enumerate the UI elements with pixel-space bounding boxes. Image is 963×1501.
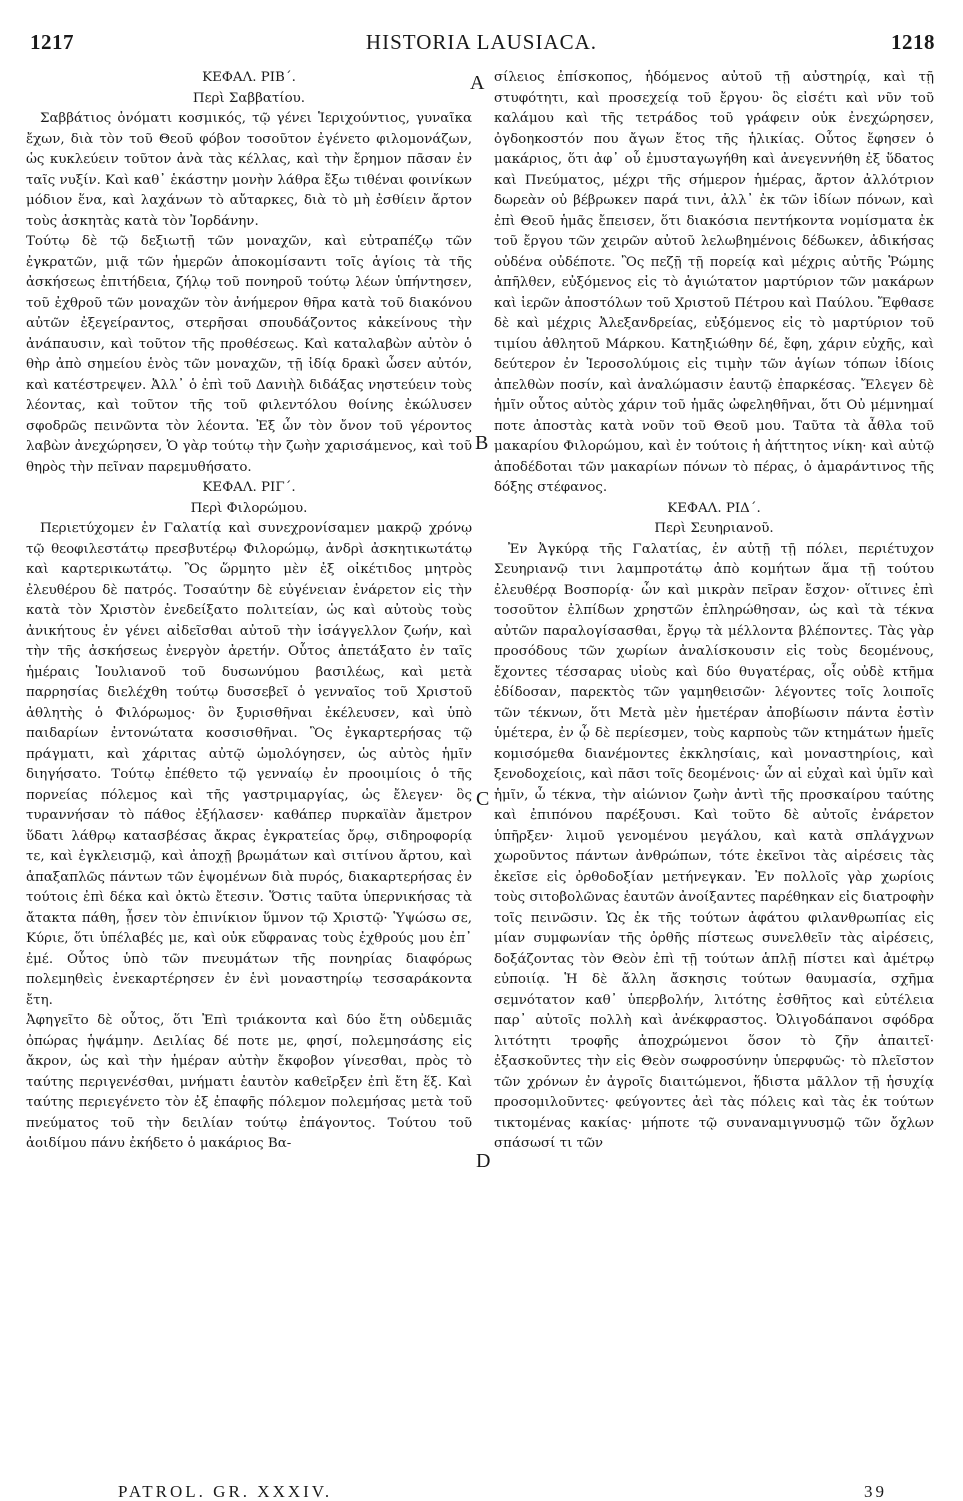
margin-letter-a: A bbox=[470, 72, 485, 94]
margin-letter-b: B bbox=[475, 432, 489, 454]
paragraph: Σαββάτιος ὀνόματι κοσμικός, τῷ γένει Ἱεριχούντιος, γυναῖκα ἔχων, διὰ τὸν τοῦ Θεοῦ φόβον τοσοῦτον ἐγένετο φιλομονάζων, ὡς κυκλεύειν τοῦτον ἀνὰ τὰς κέλλας, καὶ τὴν ἔρημον πᾶσαν ἐν ταῖς νυξίν. Καὶ καθ᾽ ἑκάστην μονὴν λάθρα ἔξω τιθέναι φοινίκων μόδιον ἕνα, καὶ λαχάνων τὸ αὔταρκες, διὰ τὸ μὴ ἐσθίειν ἄρτον τοὺς ἀσκητὰς κατὰ τὸν Ἰορδάνην. bbox=[26, 111, 472, 229]
right-page-number: 1218 bbox=[891, 30, 935, 54]
margin-letter-c: C bbox=[476, 788, 490, 810]
chapter-title-severianus: Περὶ Σευηριανοῦ. bbox=[654, 521, 774, 536]
paragraph: Ἀφηγεῖτο δὲ οὗτος, ὅτι Ἐπὶ τριάκοντα καὶ δύο ἔτη οὐδεμιᾶς ὀπώρας ἡψάμην. Δειλίας δέ ποτε με, φησί, πολεμησάσης εἰς ἄκρον, ὡς καὶ τὴν ἡμέραν αὐτὴν ἔκφοβον γίνεσθαι, πρὸς τὸ ταύτης περιγενέσθαι, μνήματι ἑαυτὸν καθεῖρξεν ἐπὶ ἔτη ἕξ. Καὶ ταύτης περιεγένετο τὸν ἐξ ἐπαφῆς πόλεμον πολεμήσας μετὰ τοῦ πνεύματος τοῦ τὴν δειλίαν τούτῳ ἐπάγοντος. Τούτου τοῦ ἀοιδίμου πάνυ ἐκήδετο ὁ μακάριος Βα- bbox=[26, 1013, 472, 1151]
right-column bbox=[494, 68, 934, 1480]
paragraph: Περιετύχομεν ἐν Γαλατίᾳ καὶ συνεχρονίσαμεν μακρῷ χρόνῳ τῷ θεοφιλεστάτῳ πρεσβυτέρῳ Φιλορώμῳ, ἀνδρὶ ἀσκητικωτάτῳ καὶ καρτερικωτάτῳ. Ὃς ὥρμητο μὲν ἐξ οἰκέτιδος μητρὸς ἐλευθέρου δὲ πατρός. Τοσαύτην δὲ εὐγένειαν ἐνάρετον εἰς τὴν κατὰ τὸν Χριστὸν ἐνεδείξατο πολιτείαν, ὡς καὶ αὐτοὺς τοὺς ἀνικήτους ἐν γένει αἰδεῖσθαι αὐτοῦ τὴν ἰσάγγελλον ζωήν, καὶ τὴν τῆς ἀσκήσεως ἐνεργὸν ἀρετήν. Οὗτος ἀπετάξατο ἐν ταῖς ἡμέραις Ἰουλιανοῦ τοῦ δυσωνύμου βασιλέως, καὶ μετὰ παρρησίας διελέχθη τούτῳ δυσσεβεῖ ὁ γενναῖος τοῦ Χριστοῦ ἀθλητὴς ὁ Φιλόρωμος· ὃν ξυρισθῆναι ἐκέλευσεν, καὶ ὑπὸ παιδαρίων ἐντονώτατα κοσσισθῆναι. Ὃς ἐγκαρτερήσας τῷ πράγματι, καὶ χάριτας αὐτῷ ὡμολόγησεν, ὡς αὐτὸς ἡμῖν διηγήσατο. Τούτῳ ἐπέθετο τῷ γενναίῳ ἐν προοιμίοις ὁ τῆς πορνείας πόλεμος καὶ τῆς γαστριμαργίας, ὡς ἔλεγεν· ὃς τυραννήσαν τὸ πάθος ἐξήλασεν· καθάπερ πυρκαϊὰν ἄμετρον ὕδατι λάθρῳ κατασβέσας ἄκρας ἐγκρατείας ὄρῳ, σιδηροφορίᾳ τε, καὶ ἐγκλεισμῷ, καὶ ἀποχῇ βρωμάτων καὶ σιτίνου ἄρτου, καὶ ἁπαξαπλῶς πάντων τῶν ἑψομένων διὰ πυρός, διακαρτερήσας ἐν τούτοις ἐπὶ δέκα καὶ ὀκτὼ ἔτεσιν. Ὅστις ταῦτα ὑπερνικήσας τὰ ἄτακτα πάθη, ᾖσεν τὸν ἐπινίκιον ὕμνον τῷ Χριστῷ· Ὑψώσω σε, Κύριε, ὅτι ὑπέλαβές με, καὶ οὐκ εὔφρανας τοὺς ἐχθρούς μου ἐπ᾽ ἐμέ. Οὗτος ὑπὸ τῶν πνευμάτων τῆς πονηρίας διαφόρως πολεμηθεὶς ἐνεκαρτέρησεν ἐν ἑνὶ μοναστηρίῳ τεσσαράκοντα ἔτη. bbox=[26, 521, 472, 1008]
chapter-title-philoromus: Περὶ Φιλορώμου. bbox=[190, 500, 308, 516]
left-column bbox=[26, 68, 472, 1480]
page-header bbox=[0, 30, 963, 64]
chapter-title-sabbatius: Περὶ Σαββατίου. bbox=[192, 90, 306, 106]
footer-signature: PATROL. GR. XXXIV. bbox=[118, 1482, 333, 1501]
chapter-heading-112: ΚΕΦΑΛ. ΡΙΒ΄. bbox=[202, 70, 296, 85]
paragraph: Ἐν Ἀγκύρᾳ τῆς Γαλατίας, ἐν αὐτῇ τῇ πόλει, περιέτυχον Σευηριανῷ τινι λαμπροτάτῳ ἀπὸ κομήτων ἅμα τῇ τούτου ἐλευθέρᾳ Βοσπορίᾳ· ὧν καὶ μικρὰν πεῖραν ἔσχον· οἵτινες ἐπὶ τοσοῦτον ἐλπίδων χρηστῶν ἐπληρώθησαν, ὡς καὶ τὰ τέκνα αὐτῶν παραλογίσασθαι, ἔργῳ τὰ μέλλοντα βλέποντες. Τὰς γὰρ προσόδους τῶν χωρίων ἀναλίσκουσιν εἰς τοὺς δεομένους, ἔχοντες τέσσαρας υἱοὺς καὶ δύο θυγατέρας, οἷς οὐδὲ κτῆμα ἐδίδοσαν, παρεκτὸς τῶν γαμηθεισῶν· λέγοντες τοῖς λοιποῖς τῶν τέκνων, ὅτι Μετὰ μὲν ἡμετέραν ἀποβίωσιν πάντα ἐστὶν ὑμέτερα, ἐν ᾧ δὲ περίεσμεν, τοὺς καρποὺς τῶν κτημάτων ἡμεῖς κομισόμεθα διανέμοντες ἐκκλησίαις, καὶ μοναστηρίοις, καὶ ξενοδοχείοις, καὶ πᾶσι τοῖς δεομένοις· ὧν αἱ εὐχαὶ καὶ ὑμῖν καὶ ἡμῖν, ὦ τέκνα, τὴν αἰώνιον ζωὴν ἀντὶ τῆς προσκαίρου ταύτης καὶ ἐπιπόνου παρέξουσι. Καὶ τοῦτο δὲ αὐτοῖς ἐνάρετον ὑπῆρξεν· λιμοῦ γενομένου μεγάλου, καὶ κατὰ σπλάγχνων χωροῦντος πάντων ἀνθρώπων, τότε ἐκεῖνοι τὰς αἱρέσεις τὰς ἐκεῖσε εἰς ὀρθοδοξίαν μετήνεγκαν. Ἐν πολλοῖς γὰρ χωρίοις τοὺς σιτοβολῶνας ἑαυτῶν ἀνοίξαντες παρέθηκαν εἰς διατροφὴν τοῖς πεινῶσιν. Ὡς ἐκ τῆς τούτων ἀφάτου φιλανθρωπίας εἰς μίαν συμφωνίαν τῆς ὀρθῆς πίστεως συνελθεῖν τὰς αἱρέσεις, δοξάζοντας τὸν Θεὸν ἐπὶ τῇ τούτων ἁπλῇ πίστει καὶ ἀμέτρῳ εὐποιίᾳ. Ἡ δὲ ἄλλη ἄσκησις τούτων θαυμασία, σχῆμα σεμνότατον καθ᾽ ὑπερβολήν, λιτότης ἐσθῆτος καὶ εὐτέλεια παρ᾽ αὐτοῖς πολλὴ καὶ ἀνέκφραστος. Ὀλιγοδάπανοι σφόδρα λιτότητι τροφῆς ἀποχρώμενοι ὅσον τὸ ζῆν ἀπαιτεῖ· ἐξασκοῦντες τὴν εἰς Θεὸν σωφροσύνην ὑπερφυῶς· τὸ πλεῖστον τῶν χρόνων ἐν ἀγροῖς διαιτώμενοι, ἥδιστα μᾶλλον τῇ ἡσυχίᾳ προσομιλοῦντες· φεύγοντες ἀεὶ τὰς πόλεις καὶ τὰς ἐκ τούτων τικτομένας κακίας· μήποτε τῷ συναναμιγνυσμῷ τῶν ὄχλων σπάσωσί τι τῶν bbox=[494, 541, 934, 1151]
paragraph: σίλειος ἐπίσκοπος, ἡδόμενος αὐτοῦ τῇ αὐστηρίᾳ, καὶ τῇ στυφότητι, καὶ προσεχείᾳ τοῦ ἔργου· ὃς εἰσέτι καὶ νῦν τοῦ καλάμου καὶ τῆς τετράδος τοῦ γράφειν οὐκ ἐνεχώρησεν, ὀγδοηκοστόν που ἄγων ἔτος τῆς ἡλικίας. Οὗτος ἔφησεν ὁ μακάριος, ὅτι ἀφ᾽ οὗ ἐμυσταγωγήθη καὶ ἀνεγεννήθη ἐξ ὕδατος καὶ Πνεύματος, μέχρι τῆς σήμερον ἡμέρας, ἄρτον ἀλλότριον δωρεὰν οὐ βέβρωκεν παρά τινι, ἀλλ᾽ ἐκ τῶν ἰδίων πόνων, καὶ ἐπὶ Θεοῦ ἡμᾶς ἔπεισεν, ὅτι διακόσια πεντήκοντα νομίσματα ἐκ τοῦ ἔργου τῶν χειρῶν αὐτοῦ λελωβημένοις δέδωκεν, ἀδικήσας οὐδένα οὐδέποτε. Ὃς πεζῇ τῇ πορείᾳ καὶ μέχρις αὐτῆς Ῥώμης ἀπῆλθεν, εὐξόμενος εἰς τὸ ἁγιώτατον μαρτύριον τῶν μακάρων καὶ ἱερῶν ἀποστόλων τοῦ Χριστοῦ Πέτρου καὶ Παύλου. Ἔφθασε δὲ καὶ μέχρις Ἀλεξανδρείας, εὐξόμενος εἰς τὸ μαρτύριον τοῦ τιμίου ἀθλητοῦ Μάρκου. Κατηξιώθην δέ, ἔφη, χάριν εὐχῆς, καὶ δεύτερον ἐν Ἱεροσολύμοις εἰς τιμὴν τῶν ἁγίων τόπων ἰδίοις ἀπελθὼν ποσίν, καὶ ἀναλώμασιν ἑαυτῷ ἐπαρκέσας. Ἔλεγεν δὲ ἡμῖν οὗτος αὐτὸς χάριν τοῦ ἡμᾶς ὠφεληθῆναι, ὅτι Οὐ μέμνημαί ποτε ἀποστὰς κατὰ νοῦν τοῦ Θεοῦ μου. Ταῦτα τὰ ἆθλα τοῦ μακαρίου Φιλορώμου, καὶ ἐν τούτοις ἡ ἀήττητος νίκη· καὶ αὐτῷ ἀποδέδοται τῶν μακαρίων πόνων τὸ πέρας, ὁ ἀμαράντινος τῆς δόξης στέφανος. bbox=[494, 70, 934, 495]
chapter-heading-114: ΚΕΦΑΛ. ΡΙΔ΄. bbox=[667, 500, 761, 516]
chapter-heading-113: ΚΕΦΑΛ. ΡΙΓ΄. bbox=[202, 480, 296, 495]
margin-letter-d: D bbox=[476, 1150, 491, 1172]
left-page-number: 1217 bbox=[30, 30, 74, 54]
paragraph: Τούτῳ δὲ τῷ δεξιωτῇ τῶν μοναχῶν, καὶ εὐτραπέζῳ τῶν ἐγκρατῶν, μιᾷ τῶν ἡμερῶν ἀποκομίσαντι τοῖς ἁγίοις τὰ τῆς ἀσκήσεως ἐπιτήδεια, ζήλῳ τοῦ πονηροῦ τούτῳ λέων ὑπήντησεν, τοῦ ἐχθροῦ τῶν μοναχῶν τὸν ἀνήμερον θῆρα κατὰ τοῦ διακόνου αὐτῶν ἐξεγείραντος, στερῆσαι σπουδάζοντος κἀκείνους τὴν ἀνάπαυσιν, καὶ τοῦτον τῆς προθέσεως. Καὶ καταλαβὼν αὐτὸν ὁ θὴρ ἀπὸ σημείου ἑνὸς τῶν μοναχῶν, τῇ ἰδίᾳ δρακὶ ὦσεν αὐτόν, καὶ κατέστρεψεν. Ἀλλ᾽ ὁ ἐπὶ τοῦ Δανιὴλ διδάξας νηστεύειν τοὺς λέοντας, καὶ τοῦτον τῆς τοῦ φιλεντόλου θοίνης ἐκώλυσεν σφοδρῶς πεινῶντα τὸν λέοντα. Ἐξ ὧν τὸν ὄνον τοῦ γέροντος λαβὼν ἀνεχώρησεν, Ὁ γὰρ τούτῳ τὴν ζωὴν χαρισάμενος, καὶ τοῦ θηρὸς τὴν πεῖναν παρεμυθήσατο. bbox=[26, 234, 472, 475]
running-title: HISTORIA LAUSIACA. bbox=[365, 30, 598, 54]
footer-signature-number: 39 bbox=[864, 1482, 887, 1501]
